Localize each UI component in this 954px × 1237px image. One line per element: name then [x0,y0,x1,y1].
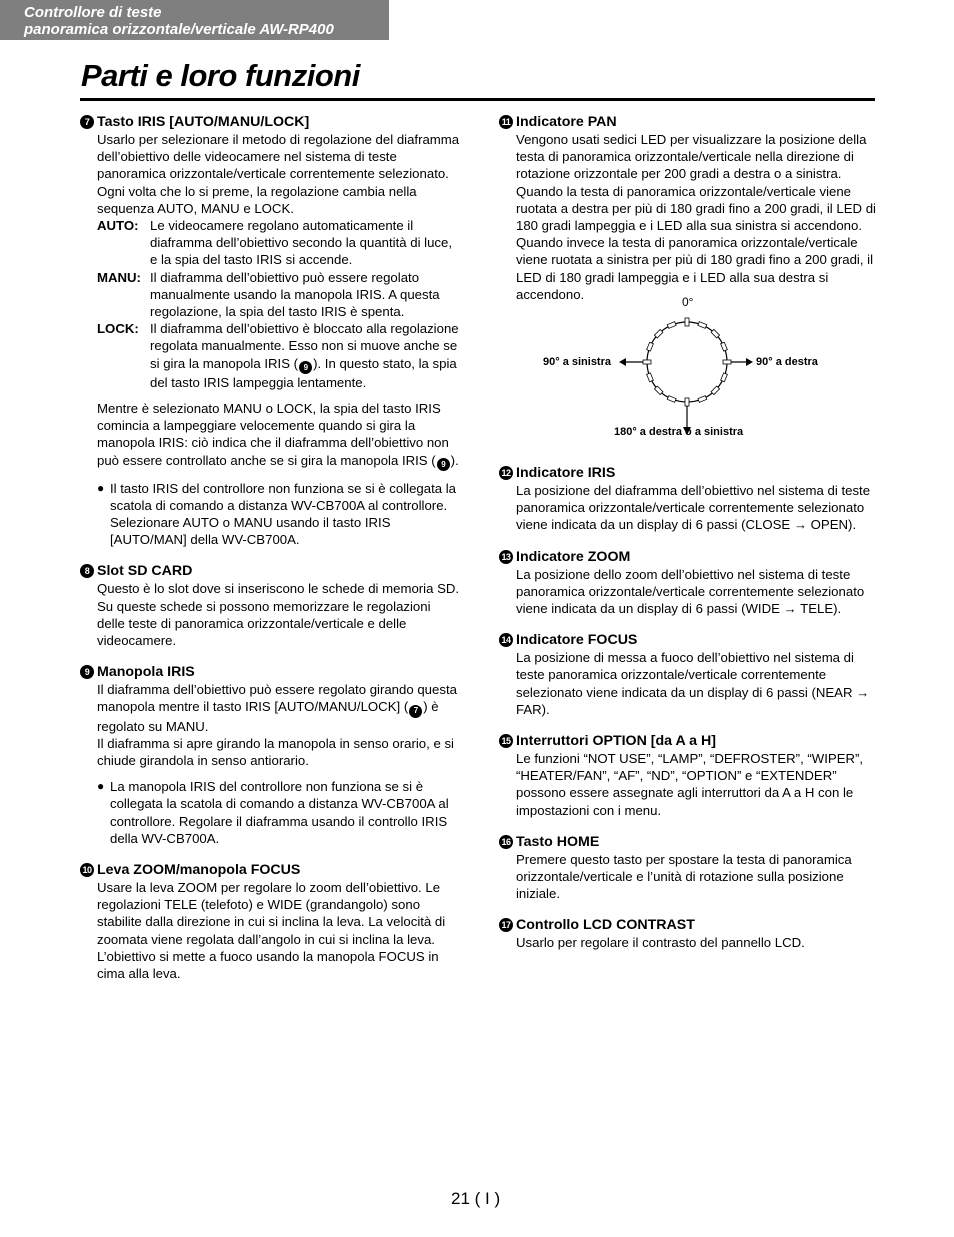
pan-led [711,329,719,337]
item-number-badge: 16 [499,835,513,849]
section-iris-indicator [499,464,879,534]
section-sd-card [80,562,460,649]
page-title: Parti e loro funzioni [81,58,360,93]
section-heading: Indicatore IRIS [516,465,616,482]
paragraph: La posizione del diaframma dell’obiettivo nel sistema di teste panoramica orizzontale/verticale correntemente selezionato viene indicata da un display di 6 passi (CLOSE → OPEN). [516,483,871,533]
definition-auto: AUTO: Le videocamere regolano automaticamente il diaframma dell’obiettivo secondo la quantità di luce, e la spia del tasto IRIS si accende. [97,218,453,268]
section-iris-knob [80,663,460,847]
paragraph: Vengono usati sedici LED per visualizzare la posizione della testa di panoramica orizzontale/verticale nella direzione di rotazione orizzontale per 200 gradi a destra o a sinistra. [516,132,867,182]
section-heading: Tasto IRIS [AUTO/MANU/LOCK] [97,114,310,130]
header-tab [0,0,389,40]
page-number: 21 ( I ) [451,1189,501,1208]
left-column [80,113,460,996]
section-focus-indicator [499,631,879,718]
item-number-badge: 12 [499,466,513,480]
pan-led [667,396,676,403]
item-number-badge: 9 [80,665,94,679]
pan-led [698,396,707,403]
pan-led [721,342,728,351]
paragraph: Il diaframma si apre girando la manopola in senso orario, e si chiude girandola in senso antiorario. [97,735,454,768]
label-90-left: 90° a sinistra [543,356,611,369]
title-rule [80,98,875,101]
section-iris-button [80,113,460,548]
pan-led [647,342,654,351]
pan-led [654,329,662,337]
reference-badge: 7 [409,705,422,718]
section-zoom-indicator [499,548,879,618]
section-heading: Leva ZOOM/manopola FOCUS [97,861,301,878]
definition-lock: LOCK: Il diaframma dell’obiettivo è bloccato alla regolazione regolata manualmente. Esso non si muove anche se si gira la manopola IRIS ( 9 ). In questo stato, la spia del tasto IRIS lampeggia lentamente. [97,321,459,390]
paragraph: Questo è lo slot dove si inseriscono le schede di memoria SD. [97,581,460,597]
item-number-badge: 13 [499,550,513,564]
label-90-right: 90° a destra [756,356,818,369]
pan-led [685,318,689,326]
paragraph: Mentre è selezionato MANU o LOCK, la spia del tasto IRIS comincia a lampeggiare velocemente quando si gira la manopola IRIS: ciò indica che il diaframma dell’obiettivo non può essere controllato anche se si gira la manopola IRIS ( 9 ). [97,400,460,471]
paragraph: La posizione di messa a fuoco dell’obiettivo nel sistema di teste panoramica orizzontale/verticale correntemente selezionato viene indicata da un display di 6 passi (NEAR → FAR). [516,650,870,717]
paragraph: Le funzioni “NOT USE”, “LAMP”, “DEFROSTER”, “WIPER”, “HEATER/FAN”, “AF”, “ND”, “OPTION” e “EXTENDER” possono essere assegnate agli interruttori da A a H con le impostazioni con i menu. [516,751,864,818]
section-lcd-contrast [499,916,879,951]
section-heading: Slot SD CARD [97,563,193,580]
section-heading: Indicatore PAN [516,114,617,130]
pan-led [643,360,651,364]
pan-led [698,322,707,329]
item-number-badge: 10 [80,863,94,877]
reference-badge: 9 [299,361,312,374]
section-heading: Indicatore FOCUS [516,632,638,649]
header-line-2: panoramica orizzontale/verticale AW-RP400 [24,21,334,38]
bullet-note: ● Il tasto IRIS del controllore non funziona se si è collegata la scatola di comando a distanza WV-CB700A al controllore. Selezionare AUTO o MANU usando il tasto IRIS [AUTO/MAN] della WV-CB700A. [97,480,457,548]
paragraph: Ogni volta che lo si preme, la regolazione cambia nella sequenza AUTO, MANU e LOCK. [97,183,417,216]
section-heading: Interruttori OPTION [da A a H] [516,733,716,750]
section-heading: Tasto HOME [516,833,600,850]
paragraph: Il diaframma dell’obiettivo può essere regolato girando questa manopola mentre il tasto IRIS [AUTO/MANU/LOCK] ( 7 ) è regolato su MANU. [97,682,457,734]
paragraph: Usarlo per regolare il contrasto del pannello LCD. [516,935,805,951]
paragraph: Premere questo tasto per spostare la testa di panoramica orizzontale/verticale e l’unità di rotazione sulla posizione iniziale. [516,851,852,902]
label-0-degrees: 0° [682,295,694,310]
paragraph: Su queste schede si possono memorizzare le regolazioni delle teste di panoramica orizzontale/verticale e delle videocamere. [97,598,431,649]
reference-badge: 9 [437,458,450,471]
section-heading: Manopola IRIS [97,664,195,681]
pan-led [647,373,654,382]
item-number-badge: 8 [80,564,94,578]
paragraph: La posizione dello zoom dell’obiettivo nel sistema di teste panoramica orizzontale/verticale correntemente selezionato viene indicata da un display di 6 passi (WIDE → TELE). [516,566,865,617]
section-heading: Controllo LCD CONTRAST [516,917,695,934]
item-number-badge: 7 [80,115,94,129]
pan-led [723,360,731,364]
header-line-1: Controllore di teste [24,4,162,21]
item-number-badge: 17 [499,918,513,932]
bullet-icon: ● [97,779,105,794]
section-heading: Indicatore ZOOM [516,548,631,565]
paragraph: L’obiettivo si mette a fuoco usando la manopola FOCUS in cima alla leva. [97,948,439,981]
item-number-badge: 11 [499,115,513,129]
definition-manu: MANU: Il diaframma dell’obiettivo può essere regolato manualmente usando la manopola IRIS. A questa regolazione, la spia del tasto IRIS è spenta. [97,269,440,320]
item-number-badge: 15 [499,734,513,748]
bullet-icon: ● [97,480,105,495]
item-number-badge: 14 [499,633,513,647]
bullet-note: ● La manopola IRIS del controllore non funziona se si è collegata la scatola di comando a distanza WV-CB700A al controllore. Regolare il diaframma usando il controllo IRIS della WV-CB700A. [97,779,449,846]
pan-led [711,386,719,394]
pan-led [721,373,728,382]
pan-led-ring [499,309,879,444]
section-pan-indicator [499,113,879,444]
pan-led [685,398,689,406]
paragraph: Usarlo per selezionare il metodo di regolazione del diaframma dell’obiettivo delle videocamere nel sistema di teste panoramica orizzontale/verticale correntemente selezionato. [97,132,460,182]
paragraph: Usare la leva ZOOM per regolare lo zoom dell’obiettivo. Le regolazioni TELE (telefoto) e WIDE (grandangolo) sono stabilite dalla direzione in cui si inclina la leva. La velocità di zoomata viene regolata dall’angolo in cui si inclina la leva. [97,879,446,947]
paragraph: Quando la testa di panoramica orizzontale/verticale viene ruotata a destra per più di 180 gradi fino a 200 gradi, il LED di 180 gradi lampeggia e i LED alla sua sinistra si accendono. [516,183,876,234]
section-zoom-focus [80,861,460,982]
section-home-button [499,833,879,903]
section-option-switches [499,732,879,819]
paragraph: Quando invece la testa di panoramica orizzontale/verticale viene ruotata a sinistra per più di 180 gradi fino a 200 gradi, il LED di 180 gradi lampeggia e i LED alla sua destra si accendono. [516,235,874,302]
right-column [499,113,879,966]
pan-led [654,386,662,394]
pan-led [667,322,676,329]
pan-led-diagram [499,295,879,444]
label-180: 180° a destra o a sinistra [614,426,744,439]
